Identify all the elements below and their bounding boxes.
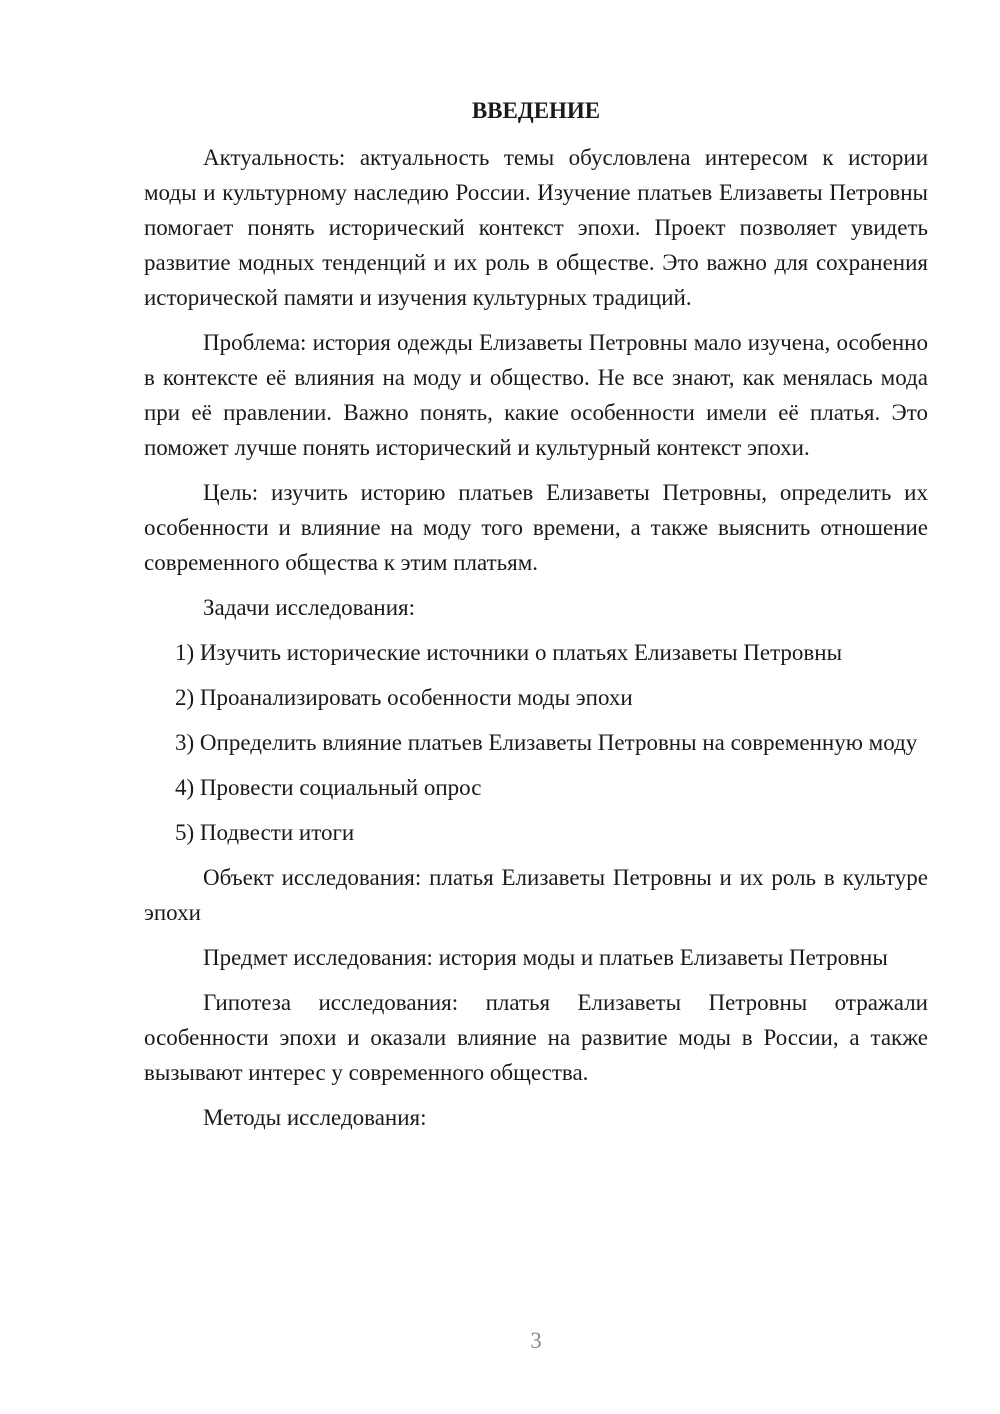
object-paragraph: Объект исследования: платья Елизаветы Петровны и их роль в культуре эпохи — [144, 865, 928, 925]
goal-paragraph: Цель: изучить историю платьев Елизаветы Петровны, определить их особенности и влияние на моду того времени, а также выяснить отношение современного общества к этим платьям. — [144, 480, 928, 575]
task-list — [144, 635, 928, 850]
problem-paragraph: Проблема: история одежды Елизаветы Петровны мало изучена, особенно в контексте её влияния на моду и общество. Не все знают, как менялась мода при её правлении. Важно понять, какие особенности имели её платья. Это поможет лучше понять исторический и культурный контекст эпохи. — [144, 330, 928, 460]
subject-paragraph: Предмет исследования: история моды и платьев Елизаветы Петровны — [203, 945, 888, 970]
tasks-label: Задачи исследования: — [203, 595, 416, 620]
page-title: ВВЕДЕНИЕ — [471, 98, 601, 123]
task-item: 3) Определить влияние платьев Елизаветы Петровны на современную моду — [175, 730, 918, 755]
task-item: 1) Изучить исторические источники о платьях Елизаветы Петровны — [175, 640, 843, 665]
page-number: 3 — [530, 1328, 542, 1353]
methods-label: Методы исследования: — [203, 1105, 427, 1130]
task-item: 2) Проанализировать особенности моды эпохи — [175, 685, 633, 710]
relevance-paragraph: Актуальность: актуальность темы обусловлена интересом к истории моды и культурному наследию России. Изучение платьев Елизаветы Петровны помогает понять исторический контекст эпохи. Проект позволяет увидеть развитие модных тенденций и их роль в обществе. Это важно для сохранения исторической памяти и изучения культурных традиций. — [144, 145, 928, 310]
hypothesis-paragraph: Гипотеза исследования: платья Елизаветы Петровны отражали особенности эпохи и оказали влияние на развитие моды в России, а также вызывают интерес у современного общества. — [144, 990, 928, 1085]
task-item: 5) Подвести итоги — [175, 820, 355, 845]
document-page — [144, 93, 928, 1145]
task-item: 4) Провести социальный опрос — [175, 775, 482, 800]
